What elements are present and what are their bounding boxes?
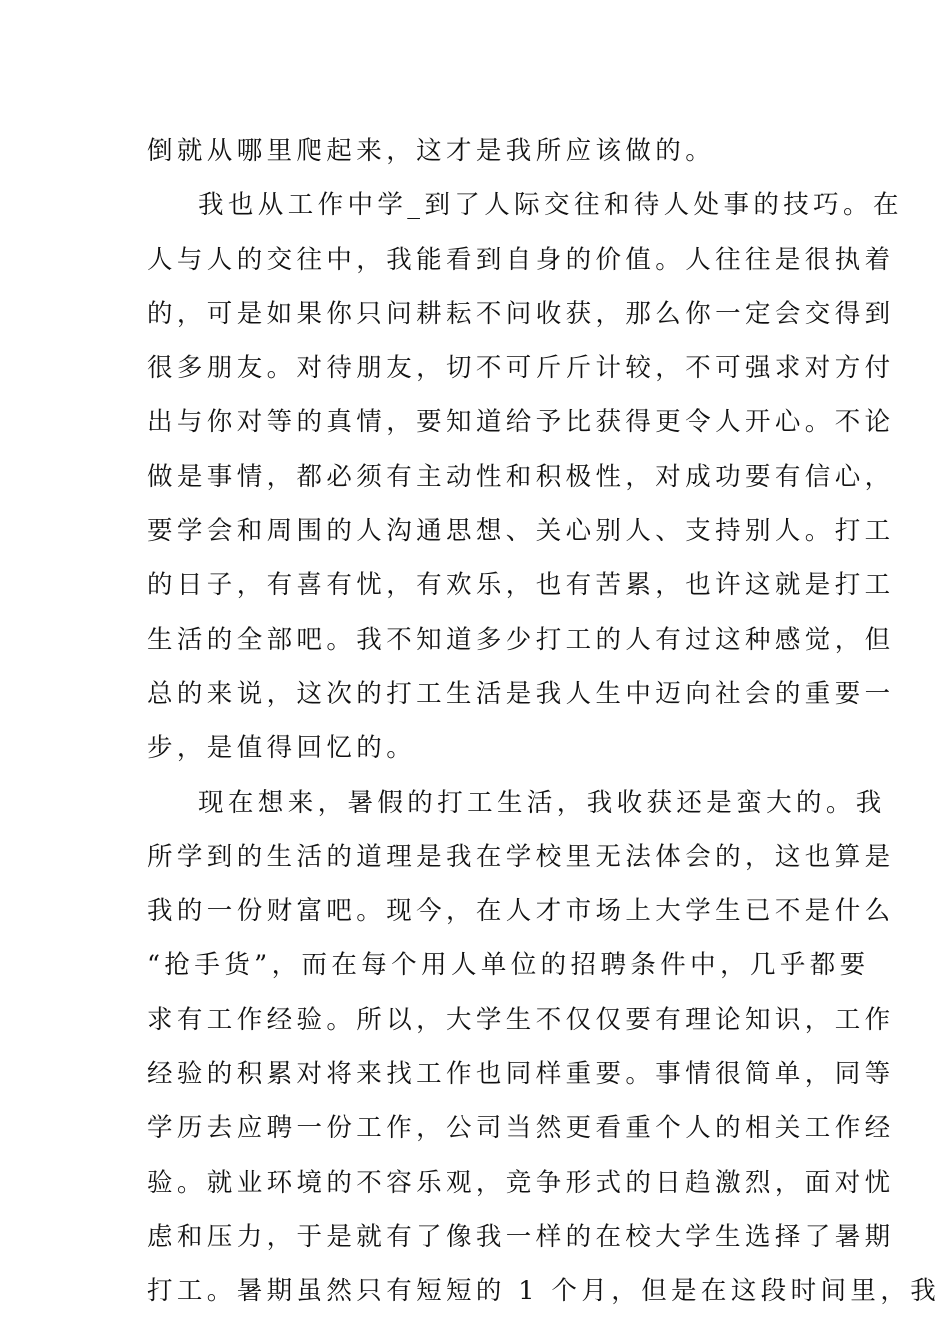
text-line: “抢手货”，而在每个用人单位的招聘条件中，几乎都要 [147,950,870,981]
text-line: 人与人的交往中，我能看到自身的价值。人往往是很执着 [147,244,895,275]
text-line: 倒就从哪里爬起来，这才是我所应该做的。 [147,136,716,166]
text-line: 生活的全部吧。我不知道多少打工的人有过这种感觉，但 [147,624,895,655]
text-line: 经验的积累对将来找工作也同样重要。事情很简单，同等 [147,1059,895,1090]
text-line: 验。就业环境的不容乐观，竞争形式的日趋激烈，面对忧 [147,1167,895,1198]
text-line: 打工。暑期虽然只有短短的 1 个月，但是在这段时间里，我 [147,1276,941,1307]
text-line: 学历去应聘一份工作，公司当然更看重个人的相关工作经 [147,1113,895,1144]
text-line: 步，是值得回忆的。 [147,733,417,764]
body-text [147,124,941,1319]
text-line: 很多朋友。对待朋友，切不可斤斤计较，不可强求对方付 [147,353,895,384]
text-line: 的，可是如果你只问耕耘不问收获，那么你一定会交得到 [147,298,895,329]
text-line: 我的一份财富吧。现今，在人才市场上大学生已不是什么 [147,896,895,927]
text-line: 做是事情，都必须有主动性和积极性，对成功要有信心， [147,461,895,492]
text-line: 我也从工作中学_到了人际交往和待人处事的技巧。在 [198,190,903,221]
text-line: 总的来说，这次的打工生活是我人生中迈向社会的重要一 [147,678,895,709]
text-line: 所学到的生活的道理是我在学校里无法体会的，这也算是 [147,841,895,872]
text-line: 求有工作经验。所以，大学生不仅仅要有理论知识，工作 [147,1004,895,1035]
text-line: 现在想来，暑假的打工生活，我收获还是蛮大的。我 [198,787,886,818]
text-line: 虑和压力，于是就有了像我一样的在校大学生选择了暑期 [147,1221,895,1252]
text-line: 的日子，有喜有忧，有欢乐，也有苦累，也许这就是打工 [147,570,895,601]
text-line: 要学会和周围的人沟通思想、关心别人、支持别人。打工 [147,516,895,547]
text-line: 出与你对等的真情，要知道给予比获得更令人开心。不论 [147,407,895,438]
